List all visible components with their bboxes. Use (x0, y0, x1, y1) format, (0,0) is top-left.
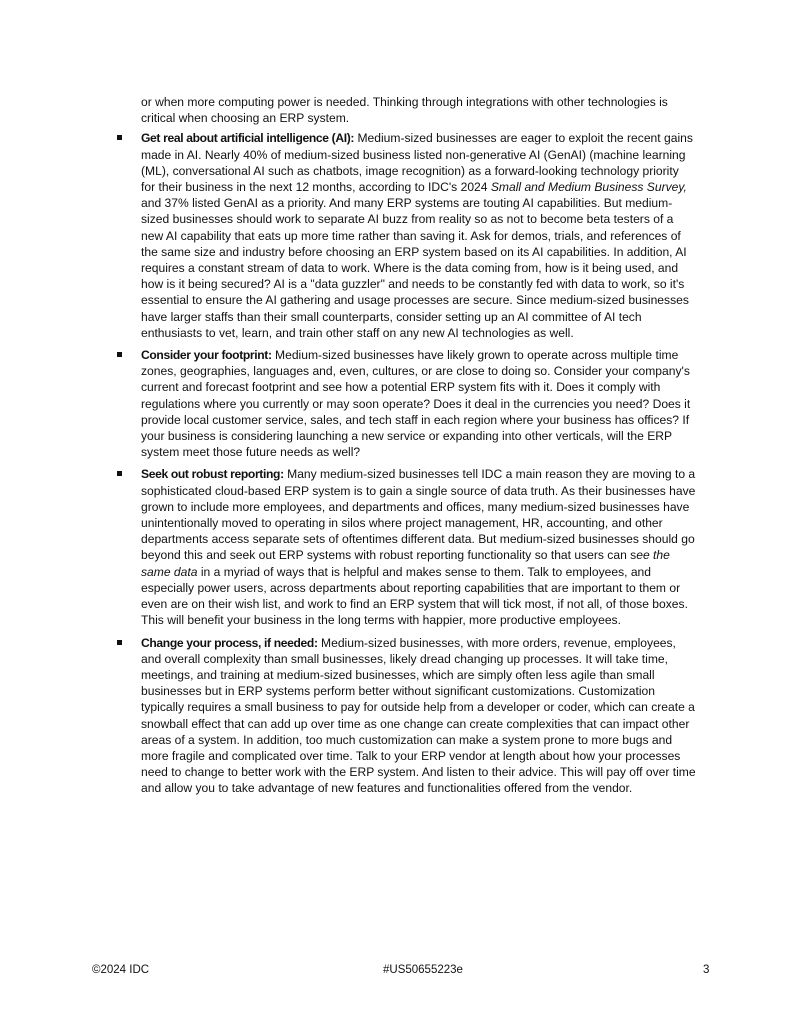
list-item (141, 347, 696, 460)
recommendation-list (141, 130, 696, 796)
list-item (141, 130, 696, 341)
bullet-text-continued: and 37% listed GenAI as a priority. And many ERP systems are touting AI capabilities. But medium-sized businesses should work to separate AI buzz from reality so as not to become beta testers of a new AI capability that eats up more time rather than saving it. Ask for demos, trials, and references of the same size and industry before choosing an ERP system based on its AI capabilities. In addition, AI requires a constant stream of data to work. Where is the data coming from, how is it being used, and how is it being secured? AI is a "data guzzler" and needs to be constantly fed with data to work, so it's essential to ensure the AI gathering and usage processes are secure. Since medium-sized businesses have larger staffs than their small counterparts, consider setting up an AI committee of AI tech enthusiasts to vet, learn, and train other staff on any new AI technologies as well. (141, 196, 689, 340)
bullet-text: Medium-sized businesses are eager to exploit the recent gains made in AI. Nearly 40% of medium-sized business listed non-generative AI (GenAI) (machine learning (ML), conversational AI such as chatbots, image recognition) as a forward-looking technology priority for their business in the next 12 months, according to IDC's 2024 (141, 131, 693, 195)
list-item (141, 635, 696, 797)
bullet-text: Medium-sized businesses, with more orders, revenue, employees, and overall complexity than small businesses, likely dread changing up processes. It will take time, meetings, and training at medium-sized businesses, which are simply often less agile than small businesses but in ERP systems perform better without significant customizations. Customization typically requires a small business to pay for outside help from a developer or coder, which can create a snowball effect that can add up over time as one change can create complexities that can impact other areas of a system. In addition, too much customization can make a system prone to more bugs and more fragile and complicated over time. Talk to your ERP vendor at length about how your processes need to change to better work with the ERP system. And listen to their advice. This will pay off over time and allow you to take advantage of new features and functionalities offered from the vendor. (141, 635, 696, 796)
square-bullet-icon (117, 640, 122, 645)
square-bullet-icon (117, 352, 122, 357)
square-bullet-icon (117, 471, 122, 476)
square-bullet-icon (117, 135, 122, 140)
footer-document-id: #US50655223e (383, 964, 463, 976)
bullet-heading: Consider your footprint: (141, 348, 272, 363)
bullet-heading: Change your process, if needed: (141, 635, 318, 650)
bullet-heading: Get real about artificial intelligence (AI): (141, 131, 355, 146)
bullet-text-continued: in a myriad of ways that is helpful and makes sense to them. Talk to employees, and especially power users, across departments about reporting capabilities that are important to them or even are on their wish list, and work to find an ERP system that will tick most, if not all, of those boxes. This will benefit your business in the long terms with happier, more productive employees. (141, 564, 688, 628)
page-body (141, 94, 696, 803)
footer-page-number: 3 (703, 964, 710, 976)
list-item (141, 466, 696, 628)
footer-copyright: ©2024 IDC (92, 964, 150, 976)
intro-paragraph-tail: or when more computing power is needed. Thinking through integrations with other technologies is critical when choosing an ERP system. (141, 95, 668, 126)
bullet-emphasis: Small and Medium Business Survey, (490, 180, 687, 195)
bullet-text: Medium-sized businesses have likely grown to operate across multiple time zones, geographies, languages and, even, cultures, or are close to doing so. Consider your company's current and forecast footprint and see how a potential ERP system fits with it. Does it comply with regulations where you currently or may soon operate? Does it deal in the currencies you need? Does it provide local customer service, sales, and tech staff in each region where your business has offices? If your business is considering launching a new service or expanding into other verticals, will the ERP system meet those future needs as well? (141, 348, 691, 460)
bullet-heading: Seek out robust reporting: (141, 467, 284, 482)
bullet-text: Many medium-sized businesses tell IDC a main reason they are moving to a sophisticated cloud-based ERP system is to gain a single source of data truth. As their businesses have grown to include more employees, and departments and offices, many medium-sized businesses have unintentionally moved to operating in silos where project management, HR, accounting, and other departments access separate sets of oftentimes different data. But medium-sized businesses should go beyond this and seek out ERP systems with robust reporting functionality so that users can s (141, 467, 696, 563)
bullet-emphasis: ee the same data (141, 548, 670, 579)
